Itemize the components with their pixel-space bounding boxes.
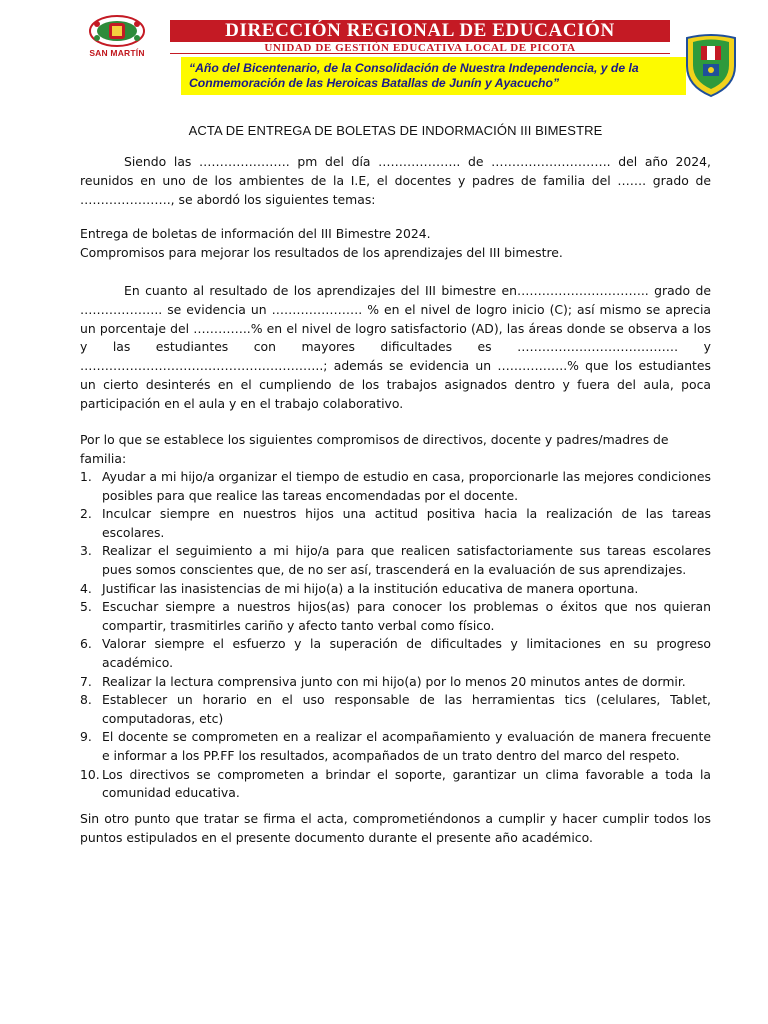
- commitments-intro: Por lo que se establece los siguientes compromisos de directivos, docente y padres/madres de familia:: [80, 432, 669, 466]
- list-item: [80, 580, 711, 599]
- list-item: [80, 691, 711, 728]
- list-item-text: Realizar el seguimiento a mi hijo/a para que realicen satisfactoriamente sus tareas escolares pues somos conscientes que, de no ser así, trascenderá en la evaluación de sus aprendizajes.: [102, 543, 711, 577]
- list-item-text: Ayudar a mi hijo/a organizar el tiempo de estudio en casa, proporcionarle las mejores condiciones posibles para que realice las tareas encomendadas por el docente.: [102, 469, 711, 503]
- list-item-number: 8.: [80, 692, 92, 708]
- list-item-number: 3.: [80, 543, 92, 559]
- regional-government-logo: [72, 14, 162, 64]
- list-item-text: Los directivos se comprometen a brindar el soporte, garantizar un clima favorable a toda la comunidad educativa.: [102, 766, 711, 801]
- list-item: [80, 635, 711, 672]
- list-item: [80, 468, 711, 505]
- list-item: [80, 542, 711, 579]
- list-item: [80, 673, 711, 692]
- closing-paragraph: Sin otro punto que tratar se firma el acta, comprometiéndonos a cumplir y hacer cumplir todos los puntos estipulados en el presente documento durante el presente año académico.: [80, 811, 711, 845]
- list-item-number: 1.: [80, 469, 92, 484]
- logo-caption: SAN MARTÍN: [89, 48, 145, 58]
- intro-paragraph: [80, 153, 711, 209]
- document-title: ACTA DE ENTREGA DE BOLETAS DE INDORMACIÓN III BIMESTRE: [188, 123, 603, 138]
- year-motto: “Año del Bicentenario, de la Consolidación de Nuestra Independencia, y de la Conmemoración de las Heroicas Batallas de Junín y Ayacucho”: [181, 57, 686, 95]
- commitments-list: [80, 468, 711, 803]
- shield-icon: [683, 32, 739, 98]
- list-item-number: 9.: [80, 729, 92, 745]
- regional-emblem-icon: [87, 14, 147, 48]
- results-text: En cuanto al resultado de los aprendizajes del III bimestre en………………………….. grado de ……………….. se evidencia un …………………. % en el nivel de logro inicio (C); así mismo se aprecia un porcentaje del …………..% en el nivel de logro satisfactorio (AD), las áreas donde se observa a los y las estudiantes con mayores dificultades es ………………………………… y …………………………………………………..; además se evidencia un ……………..% que los estudiantes un cierto desinterés en el cumpliendo de los trabajos asignados dentro y fuera del aula, poca participación en el aula y en el trabajo colaborativo.: [80, 283, 711, 411]
- list-item-number: 4.: [80, 580, 92, 596]
- institution-subtitle: UNIDAD DE GESTIÓN EDUCATIVA LOCAL DE PICOTA: [264, 42, 576, 54]
- list-item-number: 10.: [80, 766, 100, 782]
- list-item-number: 5.: [80, 599, 92, 615]
- list-item-text: Realizar la lectura comprensiva junto con mi hijo(a) por lo menos 20 minutos antes de dormir.: [102, 673, 686, 689]
- list-item: [80, 766, 711, 803]
- list-item-text: Escuchar siempre a nuestros hijos(as) para conocer los problemas o éxitos que nos quieran compartir, trasmitirles cariño y afecto tanto verbal como físico.: [102, 599, 711, 633]
- list-item-number: 2.: [80, 506, 92, 522]
- list-item-text: Establecer un horario en el uso responsable de las herramientas tics (celulares, Tablet, computadoras, etc): [102, 692, 711, 726]
- ugel-shield-logo: [683, 32, 739, 98]
- list-item-text: Valorar siempre el esfuerzo y la superación de dificultades y limitaciones en su progreso académico.: [102, 636, 711, 670]
- list-item-number: 6.: [80, 636, 92, 652]
- list-item: [80, 598, 711, 635]
- list-item-text: Inculcar siempre en nuestros hijos una actitud positiva hacia la realización de las tareas escolares.: [102, 506, 711, 540]
- institution-title: DIRECCIÓN REGIONAL DE EDUCACIÓN: [170, 20, 670, 42]
- intro-text: Siendo las …………………. pm del día ……………….. de ……………………….. del año 2024, reunidos en uno de los ambientes de la I.E, el docentes y padres de familia del ……. grado de …………………., se abordó los siguientes temas:: [80, 154, 711, 207]
- topic-1: Entrega de boletas de información del III Bimestre 2024.: [80, 226, 431, 241]
- list-item-text: El docente se comprometen en a realizar el acompañamiento y evaluación de manera frecuente e informar a los PP.FF los resultados, acompañados de un trato dentro del marco del respeto.: [102, 729, 711, 763]
- list-item: [80, 728, 711, 765]
- list-item-number: 7.: [80, 673, 92, 689]
- topic-2: Compromisos para mejorar los resultados de los aprendizajes del III bimestre.: [80, 245, 563, 260]
- results-paragraph: [80, 282, 711, 414]
- list-item-text: Justificar las inasistencias de mi hijo(a) a la institución educativa de manera oportuna.: [102, 580, 639, 596]
- list-item: [80, 505, 711, 542]
